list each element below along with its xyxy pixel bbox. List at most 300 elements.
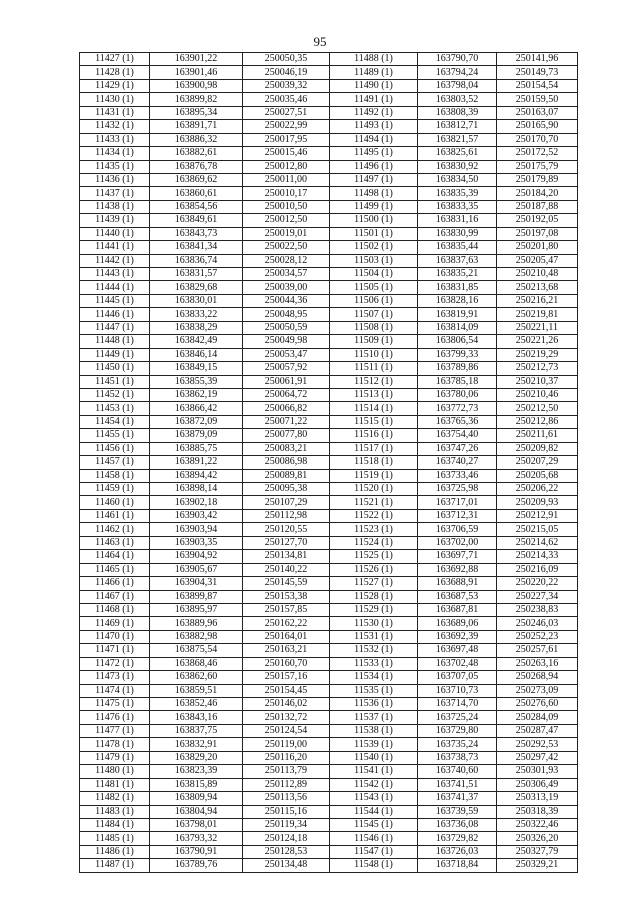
table-row <box>80 79 578 92</box>
x-coordinate-cell: 163830,92 <box>418 160 497 173</box>
x-coordinate-cell: 163798,01 <box>150 818 243 831</box>
point-id-cell: 11548 (1) <box>330 859 418 872</box>
x-coordinate-cell: 163828,16 <box>418 294 497 307</box>
y-coordinate-cell: 250163,21 <box>243 644 330 657</box>
x-coordinate-cell: 163895,97 <box>150 603 243 616</box>
point-id-cell: 11503 (1) <box>330 254 418 267</box>
x-coordinate-cell: 163697,48 <box>418 644 497 657</box>
y-coordinate-cell: 250213,68 <box>497 281 578 294</box>
x-coordinate-cell: 163692,39 <box>418 630 497 643</box>
x-coordinate-cell: 163812,71 <box>418 120 497 133</box>
x-coordinate-cell: 163841,34 <box>150 241 243 254</box>
x-coordinate-cell: 163714,70 <box>418 698 497 711</box>
y-coordinate-cell: 250210,46 <box>497 388 578 401</box>
point-id-cell: 11499 (1) <box>330 200 418 213</box>
point-id-cell: 11438 (1) <box>80 200 150 213</box>
table-row <box>80 523 578 536</box>
y-coordinate-cell: 250318,39 <box>497 805 578 818</box>
x-coordinate-cell: 163688,91 <box>418 577 497 590</box>
x-coordinate-cell: 163729,82 <box>418 832 497 845</box>
y-coordinate-cell: 250112,98 <box>243 509 330 522</box>
y-coordinate-cell: 250022,99 <box>243 120 330 133</box>
x-coordinate-cell: 163842,49 <box>150 335 243 348</box>
point-id-cell: 11513 (1) <box>330 388 418 401</box>
table-row <box>80 563 578 576</box>
point-id-cell: 11440 (1) <box>80 227 150 240</box>
point-id-cell: 11427 (1) <box>80 53 150 66</box>
point-id-cell: 11444 (1) <box>80 281 150 294</box>
table-row <box>80 415 578 428</box>
x-coordinate-cell: 163833,22 <box>150 308 243 321</box>
x-coordinate-cell: 163900,98 <box>150 79 243 92</box>
y-coordinate-cell: 250044,36 <box>243 294 330 307</box>
point-id-cell: 11439 (1) <box>80 214 150 227</box>
table-row <box>80 805 578 818</box>
coordinates-table <box>79 52 578 873</box>
point-id-cell: 11453 (1) <box>80 402 150 415</box>
x-coordinate-cell: 163837,75 <box>150 724 243 737</box>
table-row <box>80 335 578 348</box>
point-id-cell: 11448 (1) <box>80 335 150 348</box>
x-coordinate-cell: 163765,36 <box>418 415 497 428</box>
point-id-cell: 11483 (1) <box>80 805 150 818</box>
table-row <box>80 671 578 684</box>
y-coordinate-cell: 250119,00 <box>243 738 330 751</box>
y-coordinate-cell: 250162,22 <box>243 617 330 630</box>
y-coordinate-cell: 250124,54 <box>243 724 330 737</box>
x-coordinate-cell: 163891,22 <box>150 456 243 469</box>
y-coordinate-cell: 250035,46 <box>243 93 330 106</box>
x-coordinate-cell: 163799,33 <box>418 348 497 361</box>
y-coordinate-cell: 250124,18 <box>243 832 330 845</box>
y-coordinate-cell: 250049,98 <box>243 335 330 348</box>
x-coordinate-cell: 163882,98 <box>150 630 243 643</box>
point-id-cell: 11507 (1) <box>330 308 418 321</box>
point-id-cell: 11469 (1) <box>80 617 150 630</box>
y-coordinate-cell: 250215,05 <box>497 523 578 536</box>
y-coordinate-cell: 250252,23 <box>497 630 578 643</box>
y-coordinate-cell: 250027,51 <box>243 106 330 119</box>
y-coordinate-cell: 250149,73 <box>497 66 578 79</box>
x-coordinate-cell: 163697,71 <box>418 550 497 563</box>
table-row <box>80 845 578 858</box>
y-coordinate-cell: 250257,61 <box>497 644 578 657</box>
y-coordinate-cell: 250214,62 <box>497 536 578 549</box>
table-row <box>80 496 578 509</box>
y-coordinate-cell: 250089,81 <box>243 469 330 482</box>
x-coordinate-cell: 163831,57 <box>150 268 243 281</box>
y-coordinate-cell: 250212,86 <box>497 415 578 428</box>
x-coordinate-cell: 163747,26 <box>418 442 497 455</box>
x-coordinate-cell: 163831,85 <box>418 281 497 294</box>
x-coordinate-cell: 163712,31 <box>418 509 497 522</box>
point-id-cell: 11445 (1) <box>80 294 150 307</box>
table-row <box>80 617 578 630</box>
y-coordinate-cell: 250113,79 <box>243 765 330 778</box>
y-coordinate-cell: 250157,16 <box>243 671 330 684</box>
x-coordinate-cell: 163862,19 <box>150 388 243 401</box>
y-coordinate-cell: 250210,48 <box>497 268 578 281</box>
y-coordinate-cell: 250086,98 <box>243 456 330 469</box>
x-coordinate-cell: 163868,46 <box>150 657 243 670</box>
table-row <box>80 550 578 563</box>
table-row <box>80 362 578 375</box>
x-coordinate-cell: 163754,40 <box>418 429 497 442</box>
table-row <box>80 765 578 778</box>
y-coordinate-cell: 250220,22 <box>497 577 578 590</box>
point-id-cell: 11534 (1) <box>330 671 418 684</box>
x-coordinate-cell: 163794,24 <box>418 66 497 79</box>
table-row <box>80 147 578 160</box>
table-row <box>80 536 578 549</box>
x-coordinate-cell: 163733,46 <box>418 469 497 482</box>
point-id-cell: 11504 (1) <box>330 268 418 281</box>
table-row <box>80 711 578 724</box>
point-id-cell: 11539 (1) <box>330 738 418 751</box>
x-coordinate-cell: 163905,67 <box>150 563 243 576</box>
y-coordinate-cell: 250154,54 <box>497 79 578 92</box>
point-id-cell: 11510 (1) <box>330 348 418 361</box>
x-coordinate-cell: 163825,61 <box>418 147 497 160</box>
x-coordinate-cell: 163875,54 <box>150 644 243 657</box>
table-row <box>80 281 578 294</box>
y-coordinate-cell: 250209,82 <box>497 442 578 455</box>
point-id-cell: 11482 (1) <box>80 792 150 805</box>
y-coordinate-cell: 250064,72 <box>243 388 330 401</box>
point-id-cell: 11468 (1) <box>80 603 150 616</box>
x-coordinate-cell: 163702,48 <box>418 657 497 670</box>
table-row <box>80 308 578 321</box>
y-coordinate-cell: 250120,55 <box>243 523 330 536</box>
x-coordinate-cell: 163739,59 <box>418 805 497 818</box>
y-coordinate-cell: 250119,34 <box>243 818 330 831</box>
x-coordinate-cell: 163789,86 <box>418 362 497 375</box>
y-coordinate-cell: 250010,17 <box>243 187 330 200</box>
point-id-cell: 11518 (1) <box>330 456 418 469</box>
y-coordinate-cell: 250046,19 <box>243 66 330 79</box>
point-id-cell: 11466 (1) <box>80 577 150 590</box>
table-row <box>80 751 578 764</box>
x-coordinate-cell: 163815,89 <box>150 778 243 791</box>
point-id-cell: 11525 (1) <box>330 550 418 563</box>
point-id-cell: 11492 (1) <box>330 106 418 119</box>
x-coordinate-cell: 163899,87 <box>150 590 243 603</box>
x-coordinate-cell: 163710,73 <box>418 684 497 697</box>
point-id-cell: 11508 (1) <box>330 321 418 334</box>
y-coordinate-cell: 250227,34 <box>497 590 578 603</box>
point-id-cell: 11511 (1) <box>330 362 418 375</box>
point-id-cell: 11521 (1) <box>330 496 418 509</box>
x-coordinate-cell: 163872,09 <box>150 415 243 428</box>
y-coordinate-cell: 250015,46 <box>243 147 330 160</box>
point-id-cell: 11545 (1) <box>330 818 418 831</box>
y-coordinate-cell: 250159,50 <box>497 93 578 106</box>
table-row <box>80 106 578 119</box>
x-coordinate-cell: 163798,04 <box>418 79 497 92</box>
x-coordinate-cell: 163838,29 <box>150 321 243 334</box>
x-coordinate-cell: 163854,56 <box>150 200 243 213</box>
table-row <box>80 200 578 213</box>
y-coordinate-cell: 250146,02 <box>243 698 330 711</box>
point-id-cell: 11455 (1) <box>80 429 150 442</box>
table-row <box>80 268 578 281</box>
x-coordinate-cell: 163835,44 <box>418 241 497 254</box>
point-id-cell: 11480 (1) <box>80 765 150 778</box>
point-id-cell: 11536 (1) <box>330 698 418 711</box>
y-coordinate-cell: 250048,95 <box>243 308 330 321</box>
point-id-cell: 11479 (1) <box>80 751 150 764</box>
y-coordinate-cell: 250297,42 <box>497 751 578 764</box>
table-row <box>80 133 578 146</box>
x-coordinate-cell: 163823,39 <box>150 765 243 778</box>
x-coordinate-cell: 163843,16 <box>150 711 243 724</box>
point-id-cell: 11506 (1) <box>330 294 418 307</box>
point-id-cell: 11491 (1) <box>330 93 418 106</box>
y-coordinate-cell: 250209,93 <box>497 496 578 509</box>
x-coordinate-cell: 163891,71 <box>150 120 243 133</box>
y-coordinate-cell: 250212,91 <box>497 509 578 522</box>
x-coordinate-cell: 163785,18 <box>418 375 497 388</box>
table-row <box>80 818 578 831</box>
table-row <box>80 698 578 711</box>
x-coordinate-cell: 163790,91 <box>150 845 243 858</box>
x-coordinate-cell: 163846,14 <box>150 348 243 361</box>
point-id-cell: 11433 (1) <box>80 133 150 146</box>
point-id-cell: 11442 (1) <box>80 254 150 267</box>
point-id-cell: 11517 (1) <box>330 442 418 455</box>
point-id-cell: 11465 (1) <box>80 563 150 576</box>
y-coordinate-cell: 250034,57 <box>243 268 330 281</box>
point-id-cell: 11538 (1) <box>330 724 418 737</box>
y-coordinate-cell: 250276,60 <box>497 698 578 711</box>
table-row <box>80 859 578 872</box>
y-coordinate-cell: 250221,26 <box>497 335 578 348</box>
table-row <box>80 483 578 496</box>
table-row <box>80 456 578 469</box>
point-id-cell: 11547 (1) <box>330 845 418 858</box>
y-coordinate-cell: 250206,22 <box>497 483 578 496</box>
x-coordinate-cell: 163814,09 <box>418 321 497 334</box>
y-coordinate-cell: 250212,73 <box>497 362 578 375</box>
y-coordinate-cell: 250273,09 <box>497 684 578 697</box>
y-coordinate-cell: 250160,70 <box>243 657 330 670</box>
x-coordinate-cell: 163726,03 <box>418 845 497 858</box>
point-id-cell: 11522 (1) <box>330 509 418 522</box>
x-coordinate-cell: 163793,32 <box>150 832 243 845</box>
y-coordinate-cell: 250164,01 <box>243 630 330 643</box>
table-row <box>80 375 578 388</box>
x-coordinate-cell: 163901,22 <box>150 53 243 66</box>
y-coordinate-cell: 250216,21 <box>497 294 578 307</box>
table-row <box>80 173 578 186</box>
y-coordinate-cell: 250205,68 <box>497 469 578 482</box>
x-coordinate-cell: 163869,62 <box>150 173 243 186</box>
point-id-cell: 11470 (1) <box>80 630 150 643</box>
point-id-cell: 11429 (1) <box>80 79 150 92</box>
x-coordinate-cell: 163886,32 <box>150 133 243 146</box>
y-coordinate-cell: 250012,80 <box>243 160 330 173</box>
point-id-cell: 11446 (1) <box>80 308 150 321</box>
table-row <box>80 778 578 791</box>
point-id-cell: 11459 (1) <box>80 483 150 496</box>
y-coordinate-cell: 250238,83 <box>497 603 578 616</box>
point-id-cell: 11430 (1) <box>80 93 150 106</box>
table-row <box>80 294 578 307</box>
point-id-cell: 11447 (1) <box>80 321 150 334</box>
y-coordinate-cell: 250246,03 <box>497 617 578 630</box>
x-coordinate-cell: 163803,52 <box>418 93 497 106</box>
x-coordinate-cell: 163859,51 <box>150 684 243 697</box>
x-coordinate-cell: 163772,73 <box>418 402 497 415</box>
x-coordinate-cell: 163706,59 <box>418 523 497 536</box>
point-id-cell: 11437 (1) <box>80 187 150 200</box>
y-coordinate-cell: 250201,80 <box>497 241 578 254</box>
y-coordinate-cell: 250327,79 <box>497 845 578 858</box>
point-id-cell: 11505 (1) <box>330 281 418 294</box>
table-row <box>80 738 578 751</box>
y-coordinate-cell: 250077,80 <box>243 429 330 442</box>
x-coordinate-cell: 163808,39 <box>418 106 497 119</box>
x-coordinate-cell: 163741,51 <box>418 778 497 791</box>
y-coordinate-cell: 250329,21 <box>497 859 578 872</box>
table-row <box>80 214 578 227</box>
x-coordinate-cell: 163830,01 <box>150 294 243 307</box>
y-coordinate-cell: 250170,70 <box>497 133 578 146</box>
x-coordinate-cell: 163729,80 <box>418 724 497 737</box>
x-coordinate-cell: 163790,70 <box>418 53 497 66</box>
point-id-cell: 11489 (1) <box>330 66 418 79</box>
x-coordinate-cell: 163885,75 <box>150 442 243 455</box>
y-coordinate-cell: 250292,53 <box>497 738 578 751</box>
x-coordinate-cell: 163852,46 <box>150 698 243 711</box>
point-id-cell: 11530 (1) <box>330 617 418 630</box>
y-coordinate-cell: 250263,16 <box>497 657 578 670</box>
table-row <box>80 469 578 482</box>
y-coordinate-cell: 250071,22 <box>243 415 330 428</box>
y-coordinate-cell: 250011,00 <box>243 173 330 186</box>
y-coordinate-cell: 250197,08 <box>497 227 578 240</box>
point-id-cell: 11531 (1) <box>330 630 418 643</box>
x-coordinate-cell: 163780,06 <box>418 388 497 401</box>
y-coordinate-cell: 250010,50 <box>243 200 330 213</box>
y-coordinate-cell: 250287,47 <box>497 724 578 737</box>
x-coordinate-cell: 163725,98 <box>418 483 497 496</box>
point-id-cell: 11474 (1) <box>80 684 150 697</box>
table-row <box>80 66 578 79</box>
y-coordinate-cell: 250112,89 <box>243 778 330 791</box>
y-coordinate-cell: 250140,22 <box>243 563 330 576</box>
point-id-cell: 11520 (1) <box>330 483 418 496</box>
x-coordinate-cell: 163819,91 <box>418 308 497 321</box>
x-coordinate-cell: 163707,05 <box>418 671 497 684</box>
x-coordinate-cell: 163804,94 <box>150 805 243 818</box>
x-coordinate-cell: 163899,82 <box>150 93 243 106</box>
x-coordinate-cell: 163835,39 <box>418 187 497 200</box>
y-coordinate-cell: 250050,59 <box>243 321 330 334</box>
point-id-cell: 11537 (1) <box>330 711 418 724</box>
point-id-cell: 11490 (1) <box>330 79 418 92</box>
y-coordinate-cell: 250268,94 <box>497 671 578 684</box>
point-id-cell: 11464 (1) <box>80 550 150 563</box>
point-id-cell: 11515 (1) <box>330 415 418 428</box>
y-coordinate-cell: 250115,16 <box>243 805 330 818</box>
table-row <box>80 187 578 200</box>
y-coordinate-cell: 250050,35 <box>243 53 330 66</box>
x-coordinate-cell: 163735,24 <box>418 738 497 751</box>
y-coordinate-cell: 250313,19 <box>497 792 578 805</box>
point-id-cell: 11481 (1) <box>80 778 150 791</box>
x-coordinate-cell: 163895,34 <box>150 106 243 119</box>
point-id-cell: 11487 (1) <box>80 859 150 872</box>
x-coordinate-cell: 163902,18 <box>150 496 243 509</box>
x-coordinate-cell: 163903,94 <box>150 523 243 536</box>
x-coordinate-cell: 163687,53 <box>418 590 497 603</box>
point-id-cell: 11476 (1) <box>80 711 150 724</box>
point-id-cell: 11516 (1) <box>330 429 418 442</box>
y-coordinate-cell: 250301,93 <box>497 765 578 778</box>
point-id-cell: 11498 (1) <box>330 187 418 200</box>
y-coordinate-cell: 250210,37 <box>497 375 578 388</box>
point-id-cell: 11540 (1) <box>330 751 418 764</box>
point-id-cell: 11435 (1) <box>80 160 150 173</box>
point-id-cell: 11535 (1) <box>330 684 418 697</box>
x-coordinate-cell: 163849,15 <box>150 362 243 375</box>
point-id-cell: 11467 (1) <box>80 590 150 603</box>
table-row <box>80 832 578 845</box>
y-coordinate-cell: 250165,90 <box>497 120 578 133</box>
table-row <box>80 644 578 657</box>
x-coordinate-cell: 163879,09 <box>150 429 243 442</box>
x-coordinate-cell: 163829,20 <box>150 751 243 764</box>
y-coordinate-cell: 250163,07 <box>497 106 578 119</box>
point-id-cell: 11496 (1) <box>330 160 418 173</box>
x-coordinate-cell: 163849,61 <box>150 214 243 227</box>
y-coordinate-cell: 250028,12 <box>243 254 330 267</box>
x-coordinate-cell: 163806,54 <box>418 335 497 348</box>
x-coordinate-cell: 163829,68 <box>150 281 243 294</box>
point-id-cell: 11473 (1) <box>80 671 150 684</box>
x-coordinate-cell: 163830,99 <box>418 227 497 240</box>
table-row <box>80 348 578 361</box>
x-coordinate-cell: 163862,60 <box>150 671 243 684</box>
x-coordinate-cell: 163866,42 <box>150 402 243 415</box>
point-id-cell: 11493 (1) <box>330 120 418 133</box>
y-coordinate-cell: 250057,92 <box>243 362 330 375</box>
point-id-cell: 11528 (1) <box>330 590 418 603</box>
table-row <box>80 241 578 254</box>
point-id-cell: 11523 (1) <box>330 523 418 536</box>
y-coordinate-cell: 250219,29 <box>497 348 578 361</box>
point-id-cell: 11477 (1) <box>80 724 150 737</box>
table-row <box>80 442 578 455</box>
point-id-cell: 11458 (1) <box>80 469 150 482</box>
x-coordinate-cell: 163837,63 <box>418 254 497 267</box>
y-coordinate-cell: 250184,20 <box>497 187 578 200</box>
y-coordinate-cell: 250326,20 <box>497 832 578 845</box>
point-id-cell: 11486 (1) <box>80 845 150 858</box>
y-coordinate-cell: 250061,91 <box>243 375 330 388</box>
y-coordinate-cell: 250212,50 <box>497 402 578 415</box>
table-row <box>80 724 578 737</box>
point-id-cell: 11526 (1) <box>330 563 418 576</box>
point-id-cell: 11494 (1) <box>330 133 418 146</box>
y-coordinate-cell: 250095,38 <box>243 483 330 496</box>
x-coordinate-cell: 163717,01 <box>418 496 497 509</box>
table-row <box>80 657 578 670</box>
y-coordinate-cell: 250306,49 <box>497 778 578 791</box>
x-coordinate-cell: 163889,96 <box>150 617 243 630</box>
point-id-cell: 11456 (1) <box>80 442 150 455</box>
